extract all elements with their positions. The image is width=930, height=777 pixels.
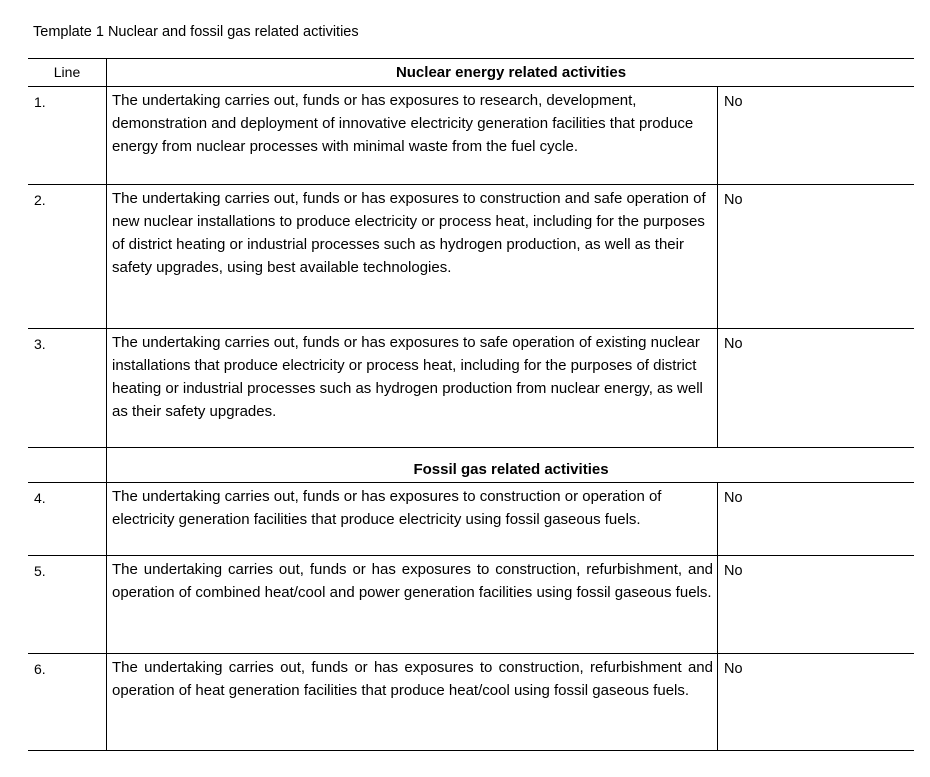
table-row — [28, 483, 914, 556]
activity-answer: No — [717, 87, 914, 184]
line-number: 2. — [34, 192, 46, 208]
nuclear-section-title: Nuclear energy related activities — [106, 59, 914, 86]
template-caption: Template 1 Nuclear and fossil gas related activities — [33, 24, 359, 40]
line-number: 5. — [34, 563, 46, 579]
activity-answer: No — [717, 556, 914, 653]
activity-description: The undertaking carries out, funds or has exposures to construction and safe operation of new nuclear installations to produce electricity or process heat, including for the purposes of district heating or industrial processes such as hydrogen production, as well as their safety upgrades, using best available technologies. — [106, 185, 717, 328]
line-number: 4. — [34, 490, 46, 506]
line-number: 6. — [34, 661, 46, 677]
activity-description: The undertaking carries out, funds or has exposures to safe operation of existing nuclear installations that produce electricity or process heat, including for the purposes of district heating or industrial processes such as hydrogen production from nuclear energy, as well as their safety upgrades. — [106, 329, 717, 447]
fossil-section-title: Fossil gas related activities — [106, 448, 914, 482]
activity-answer: No — [717, 329, 914, 447]
line-column-header: Line — [53, 64, 81, 80]
table-row — [28, 329, 914, 448]
activity-description: The undertaking carries out, funds or has exposures to construction, refurbishment, and operation of combined heat/cool and power generation facilities using fossil gaseous fuels. — [106, 556, 717, 653]
fossil-header-row — [28, 448, 914, 483]
table-row — [28, 87, 914, 185]
line-cell-empty — [28, 448, 106, 482]
activity-answer: No — [717, 185, 914, 328]
table-row — [28, 556, 914, 654]
table-row — [28, 654, 914, 751]
line-number: 1. — [34, 94, 46, 110]
activity-description: The undertaking carries out, funds or has exposures to construction or operation of electricity generation facilities that produce electricity using fossil gaseous fuels. — [106, 483, 717, 555]
table-row — [28, 185, 914, 329]
activity-description: The undertaking carries out, funds or has exposures to construction, refurbishment and operation of heat generation facilities that produce heat/cool using fossil gaseous fuels. — [106, 654, 717, 750]
nuclear-header-row — [28, 58, 914, 87]
activities-table — [28, 58, 914, 751]
line-number: 3. — [34, 336, 46, 352]
activity-answer: No — [717, 483, 914, 555]
activity-description: The undertaking carries out, funds or has exposures to research, development, demonstration and deployment of innovative electricity generation facilities that produce energy from nuclear processes with minimal waste from the fuel cycle. — [106, 87, 717, 184]
activity-answer: No — [717, 654, 914, 750]
